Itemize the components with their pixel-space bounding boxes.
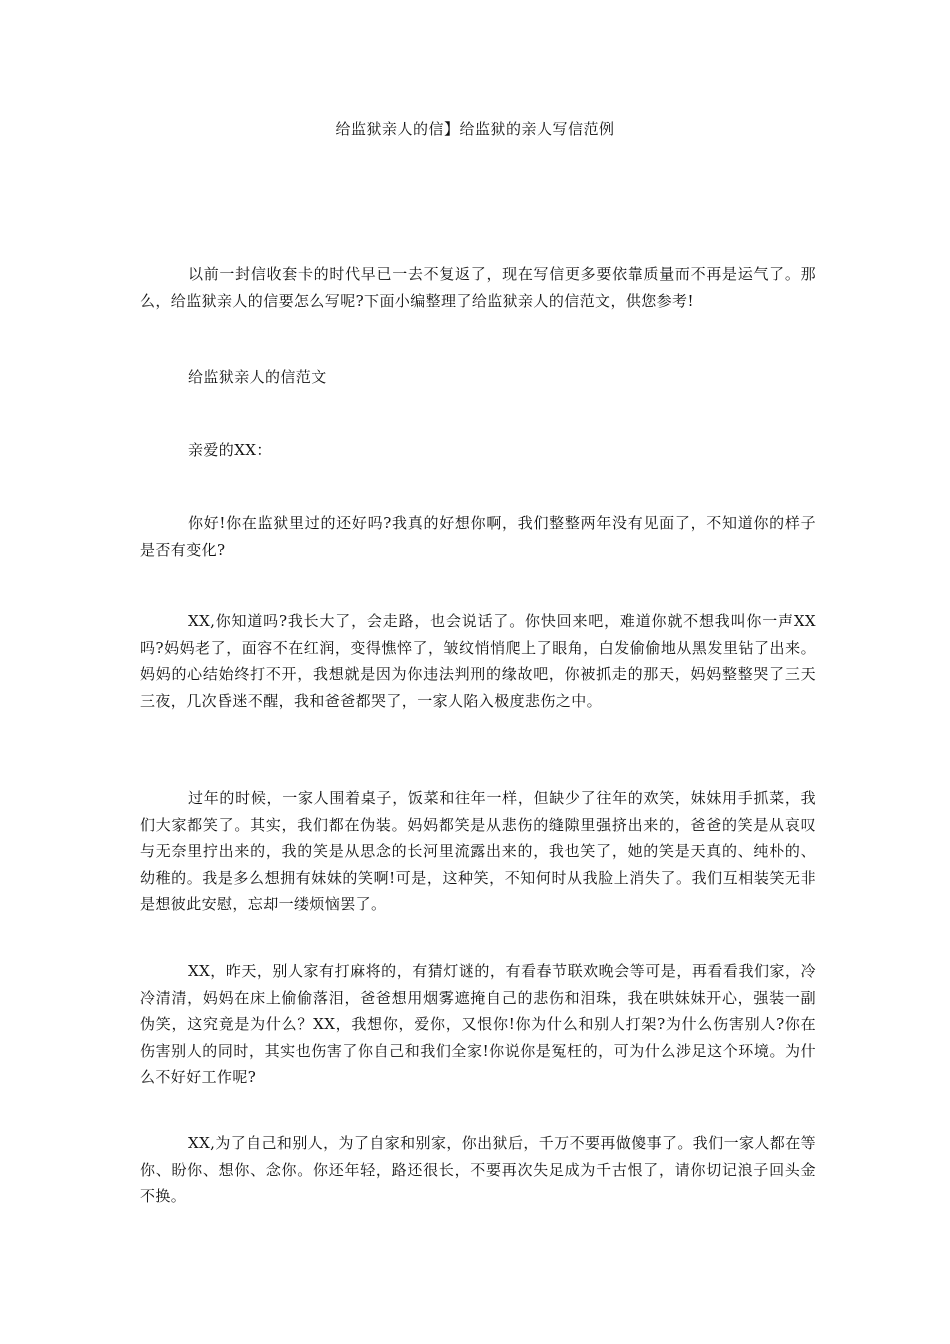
letter-paragraph: 你好!你在监狱里过的还好吗?我真的好想你啊，我们整整两年没有见面了，不知道你的样子是否有变化? [140, 514, 816, 559]
intro-paragraph: 以前一封信收套卡的时代早已一去不复返了，现在写信更多要依靠质量而不再是运气了。那么，给监狱亲人的信要怎么写呢?下面小编整理了给监狱亲人的信范文，供您参考! [140, 265, 816, 310]
letter-paragraph: XX,你知道吗?我长大了，会走路，也会说话了。你快回来吧，难道你就不想我叫你一声XX吗?妈妈老了，面容不在红润，变得憔悴了，皱纹悄悄爬上了眼角，白发偷偷地从黑发里钻了出来。妈妈的心结始终打不开，我想就是因为你违法判刑的缘故吧，你被抓走的那天，妈妈整整哭了三天三夜，几次昏迷不醒，我和爸爸都哭了，一家人陷入极度悲伤之中。 [140, 612, 816, 710]
document-title: 给监狱亲人的信】给监狱的亲人写信范例 [335, 120, 615, 138]
letter-paragraph: XX,为了自己和别人，为了自家和别家，你出狱后，千万不要再做傻事了。我们一家人都在等你、盼你、想你、念你。你还年轻，路还很长，不要再次失足成为千古恨了，请你切记浪子回头金不换。 [140, 1134, 816, 1205]
letter-paragraph: 过年的时候，一家人围着桌子，饭菜和往年一样，但缺少了往年的欢笑，妹妹用手抓菜，我们大家都笑了。其实，我们都在伪装。妈妈都笑是从悲伤的缝隙里强挤出来的，爸爸的笑是从哀叹与无奈里拧出来的，我的笑是从思念的长河里流露出来的，我也笑了，她的笑是天真的、纯朴的、幼稚的。我是多么想拥有妹妹的笑啊!可是，这种笑，不知何时从我脸上消失了。我们互相装笑无非是想彼此安慰，忘却一缕烦恼罢了。 [140, 789, 816, 913]
section-heading: 给监狱亲人的信范文 [188, 368, 327, 386]
letter-salutation: 亲爱的XX： [188, 441, 272, 459]
letter-paragraph: XX，昨天，别人家有打麻将的，有猜灯谜的，有看春节联欢晚会等可是，再看看我们家，冷冷清清，妈妈在床上偷偷落泪，爸爸想用烟雾遮掩自己的悲伤和泪珠，我在哄妹妹开心，强装一副伪笑，这究竟是为什么？XX，我想你，爱你，又恨你!你为什么和别人打架?为什么伤害别人?你在伤害别人的同时，其实也伤害了你自己和我们全家!你说你是冤枉的，可为什么涉足这个环境。为什么不好好工作呢? [140, 962, 816, 1086]
